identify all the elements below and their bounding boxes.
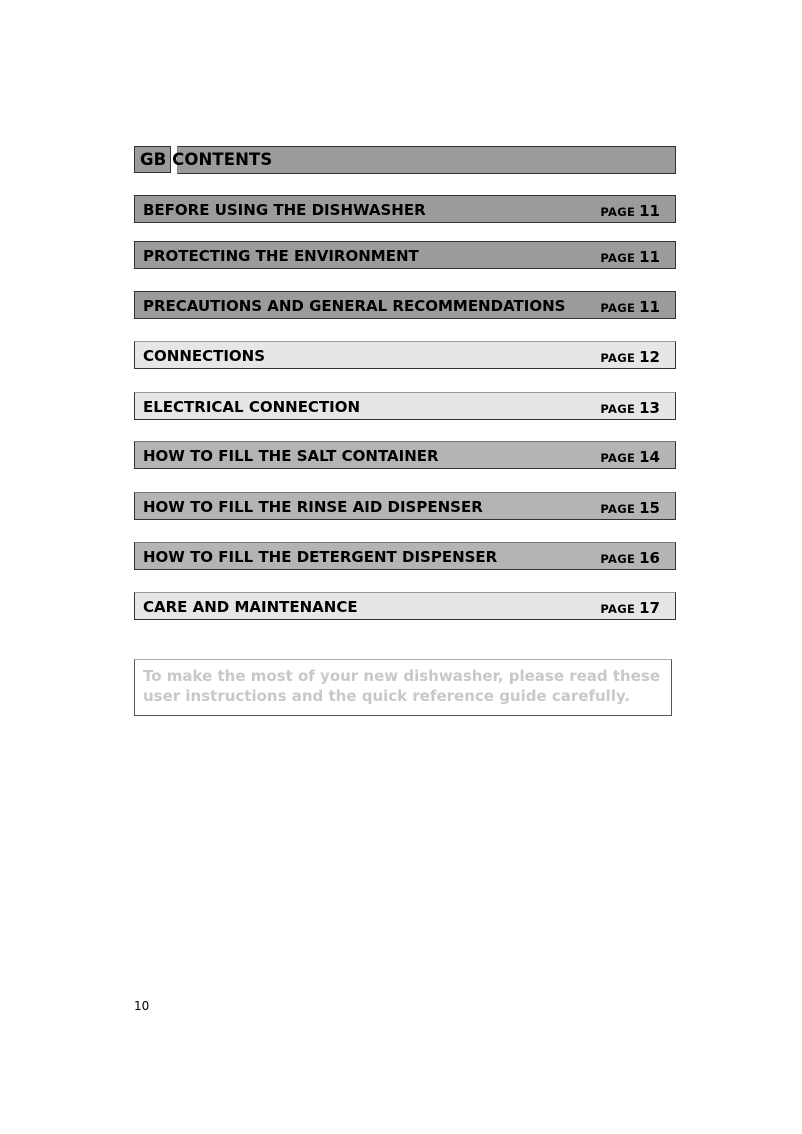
intro-note-box [134, 659, 672, 716]
toc-entry-page: PAGE 14 [600, 448, 660, 466]
page-title: GB CONTENTS [140, 150, 273, 169]
toc-entry-label: ELECTRICAL CONNECTION [143, 398, 361, 416]
intro-note-text: To make the most of your new dishwasher, please read these user instructions and the quick reference guide carefully. [143, 667, 660, 705]
toc-entry-precautions[interactable] [134, 291, 676, 319]
toc-entry-label: CONNECTIONS [143, 347, 266, 365]
toc-entry-page: PAGE 16 [600, 549, 660, 567]
toc-entry-protecting-environment[interactable] [134, 241, 676, 269]
toc-entry-page: PAGE 15 [600, 499, 660, 517]
toc-entry-label: HOW TO FILL THE DETERGENT DISPENSER [143, 548, 498, 566]
toc-entry-care-maintenance[interactable] [134, 592, 676, 620]
toc-entry-page: PAGE 17 [600, 599, 660, 617]
toc-entry-electrical-connection[interactable] [134, 392, 676, 420]
toc-entry-connections[interactable] [134, 341, 676, 369]
toc-entry-page: PAGE 11 [600, 248, 660, 266]
toc-entry-label: HOW TO FILL THE SALT CONTAINER [143, 447, 439, 465]
toc-entry-page: PAGE 12 [600, 348, 660, 366]
toc-entry-label: PRECAUTIONS AND GENERAL RECOMMENDATIONS [143, 297, 566, 315]
toc-entry-detergent[interactable] [134, 542, 676, 570]
toc-entry-page: PAGE 13 [600, 399, 660, 417]
toc-entry-label: HOW TO FILL THE RINSE AID DISPENSER [143, 498, 483, 516]
toc-entry-rinse-aid[interactable] [134, 492, 676, 520]
toc-entry-label: PROTECTING THE ENVIRONMENT [143, 247, 419, 265]
toc-entry-salt-container[interactable] [134, 441, 676, 469]
toc-entry-label: CARE AND MAINTENANCE [143, 598, 358, 616]
toc-entry-before-using[interactable] [134, 195, 676, 223]
toc-entry-page: PAGE 11 [600, 298, 660, 316]
toc-entry-label: BEFORE USING THE DISHWASHER [143, 201, 426, 219]
toc-entry-page: PAGE 11 [600, 202, 660, 220]
page-number: 10 [134, 999, 150, 1013]
